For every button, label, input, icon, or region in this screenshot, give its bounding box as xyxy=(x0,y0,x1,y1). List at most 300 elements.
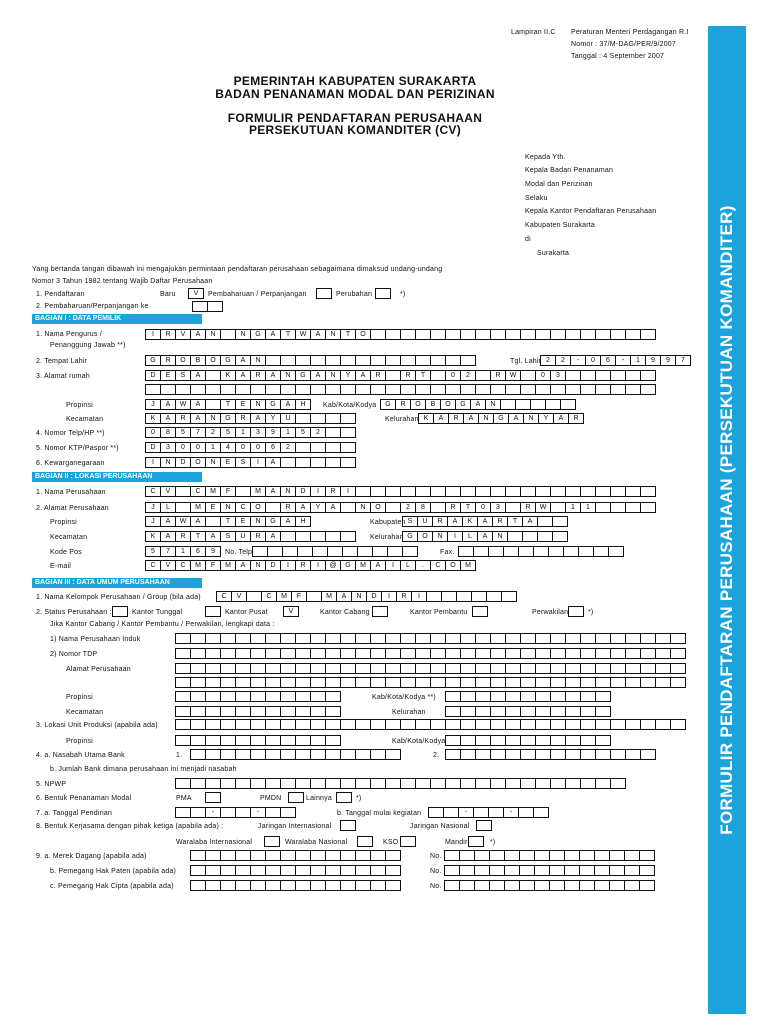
char-box[interactable] xyxy=(489,850,505,861)
char-box[interactable] xyxy=(235,486,251,497)
char-box[interactable] xyxy=(205,880,221,891)
char-box[interactable] xyxy=(550,778,566,789)
char-box[interactable]: N xyxy=(205,457,221,468)
char-box[interactable]: R xyxy=(490,370,506,381)
char-box[interactable] xyxy=(535,677,551,688)
char-box[interactable] xyxy=(430,384,446,395)
char-box[interactable] xyxy=(235,663,251,674)
char-box[interactable] xyxy=(580,749,596,760)
char-box[interactable] xyxy=(445,648,461,659)
char-box[interactable] xyxy=(280,531,296,542)
jar-nas-checkbox[interactable] xyxy=(476,820,492,831)
char-box[interactable] xyxy=(595,749,611,760)
nama-pengurus-field[interactable] xyxy=(145,329,655,340)
char-box[interactable] xyxy=(355,865,371,876)
char-box[interactable] xyxy=(355,677,371,688)
char-box[interactable] xyxy=(430,778,446,789)
char-box[interactable]: C xyxy=(145,560,161,571)
char-box[interactable] xyxy=(310,880,326,891)
char-box[interactable] xyxy=(235,633,251,644)
char-box[interactable] xyxy=(505,502,521,513)
char-box[interactable]: I xyxy=(447,531,463,542)
char-box[interactable]: A xyxy=(477,516,493,527)
char-box[interactable] xyxy=(535,648,551,659)
char-box[interactable] xyxy=(535,719,551,730)
char-box[interactable] xyxy=(670,633,686,644)
char-box[interactable]: R xyxy=(492,516,508,527)
char-box[interactable]: A xyxy=(310,370,326,381)
char-box[interactable] xyxy=(595,370,611,381)
char-box[interactable]: O xyxy=(410,399,426,410)
char-box[interactable] xyxy=(310,677,326,688)
char-box[interactable] xyxy=(385,719,401,730)
char-box[interactable] xyxy=(325,880,341,891)
char-box[interactable] xyxy=(490,648,506,659)
char-box[interactable]: R xyxy=(400,370,416,381)
char-box[interactable] xyxy=(639,880,655,891)
char-box[interactable] xyxy=(552,531,568,542)
char-box[interactable]: J xyxy=(145,399,161,410)
char-box[interactable]: 7 xyxy=(160,546,176,557)
char-box[interactable] xyxy=(325,850,341,861)
char-box[interactable] xyxy=(205,691,221,702)
char-box[interactable] xyxy=(295,633,311,644)
char-box[interactable] xyxy=(250,648,266,659)
char-box[interactable]: A xyxy=(265,486,281,497)
char-box[interactable] xyxy=(519,880,535,891)
char-box[interactable] xyxy=(370,719,386,730)
char-box[interactable] xyxy=(205,648,221,659)
char-box[interactable]: 9 xyxy=(645,355,661,366)
char-box[interactable] xyxy=(415,778,431,789)
alamat-cabang-field-2[interactable] xyxy=(175,677,685,688)
char-box[interactable] xyxy=(310,719,326,730)
nama-perusahaan-field[interactable] xyxy=(145,486,655,497)
char-box[interactable]: O xyxy=(370,502,386,513)
char-box[interactable] xyxy=(235,719,251,730)
char-box[interactable] xyxy=(312,546,328,557)
char-box[interactable]: A xyxy=(508,413,524,424)
char-box[interactable]: G xyxy=(340,560,356,571)
char-box[interactable] xyxy=(235,865,251,876)
char-box[interactable] xyxy=(580,370,596,381)
char-box[interactable] xyxy=(475,778,491,789)
char-box[interactable] xyxy=(190,677,206,688)
char-box[interactable] xyxy=(265,735,281,746)
char-box[interactable]: A xyxy=(522,516,538,527)
char-box[interactable] xyxy=(550,677,566,688)
char-box[interactable] xyxy=(370,850,386,861)
char-box[interactable] xyxy=(430,677,446,688)
char-box[interactable] xyxy=(250,384,266,395)
char-box[interactable]: H xyxy=(295,516,311,527)
kodepos-field[interactable] xyxy=(145,546,220,557)
char-box[interactable] xyxy=(504,850,520,861)
char-box[interactable] xyxy=(430,719,446,730)
char-box[interactable] xyxy=(325,355,341,366)
char-box[interactable] xyxy=(445,677,461,688)
char-box[interactable] xyxy=(175,486,191,497)
char-box[interactable] xyxy=(520,663,536,674)
char-box[interactable] xyxy=(235,691,251,702)
char-box[interactable] xyxy=(444,850,460,861)
char-box[interactable]: A xyxy=(235,370,251,381)
char-box[interactable]: S xyxy=(220,531,236,542)
char-box[interactable] xyxy=(325,531,341,542)
char-box[interactable]: G xyxy=(295,370,311,381)
char-box[interactable]: 7 xyxy=(675,355,691,366)
char-box[interactable] xyxy=(534,880,550,891)
char-box[interactable] xyxy=(430,648,446,659)
char-box[interactable] xyxy=(192,301,208,312)
char-box[interactable] xyxy=(490,329,506,340)
char-box[interactable] xyxy=(385,633,401,644)
char-box[interactable] xyxy=(415,486,431,497)
char-box[interactable] xyxy=(220,384,236,395)
char-box[interactable]: L xyxy=(462,531,478,542)
char-box[interactable]: N xyxy=(205,413,221,424)
char-box[interactable] xyxy=(310,442,326,453)
char-box[interactable] xyxy=(385,370,401,381)
char-box[interactable] xyxy=(295,442,311,453)
char-box[interactable] xyxy=(355,355,371,366)
char-box[interactable] xyxy=(488,807,504,818)
char-box[interactable]: G xyxy=(145,355,161,366)
char-box[interactable] xyxy=(504,865,520,876)
char-box[interactable] xyxy=(625,384,641,395)
char-box[interactable] xyxy=(625,502,641,513)
char-box[interactable]: - xyxy=(205,807,221,818)
char-box[interactable] xyxy=(474,850,490,861)
bank-2-field[interactable] xyxy=(445,749,655,760)
char-box[interactable] xyxy=(265,719,281,730)
char-box[interactable]: R xyxy=(432,516,448,527)
char-box[interactable] xyxy=(610,486,626,497)
char-box[interactable] xyxy=(460,633,476,644)
char-box[interactable] xyxy=(520,633,536,644)
kab-field[interactable] xyxy=(380,399,575,410)
lokasi-propinsi-field[interactable] xyxy=(175,735,340,746)
char-box[interactable]: 3 xyxy=(160,442,176,453)
char-box[interactable]: E xyxy=(220,457,236,468)
char-box[interactable]: E xyxy=(235,399,251,410)
char-box[interactable]: 9 xyxy=(660,355,676,366)
char-box[interactable] xyxy=(430,486,446,497)
char-box[interactable] xyxy=(595,384,611,395)
char-box[interactable] xyxy=(639,865,655,876)
char-box[interactable]: N xyxy=(280,370,296,381)
char-box[interactable]: T xyxy=(507,516,523,527)
char-box[interactable] xyxy=(235,807,251,818)
char-box[interactable] xyxy=(565,663,581,674)
char-box[interactable] xyxy=(430,502,446,513)
char-box[interactable]: C xyxy=(261,591,277,602)
char-box[interactable] xyxy=(265,502,281,513)
char-box[interactable] xyxy=(295,384,311,395)
char-box[interactable] xyxy=(640,633,656,644)
cabang-kab-field[interactable] xyxy=(445,691,610,702)
char-box[interactable]: I xyxy=(145,457,161,468)
char-box[interactable] xyxy=(265,355,281,366)
char-box[interactable] xyxy=(295,663,311,674)
char-box[interactable] xyxy=(340,384,356,395)
char-box[interactable] xyxy=(355,663,371,674)
char-box[interactable]: R xyxy=(448,413,464,424)
alamat-perusahaan-field[interactable] xyxy=(145,502,655,513)
char-box[interactable] xyxy=(489,880,505,891)
char-box[interactable] xyxy=(537,531,553,542)
char-box[interactable] xyxy=(250,778,266,789)
char-box[interactable] xyxy=(550,706,566,717)
char-box[interactable]: T xyxy=(280,329,296,340)
char-box[interactable] xyxy=(295,677,311,688)
char-box[interactable]: E xyxy=(205,502,221,513)
char-box[interactable]: 5 xyxy=(145,546,161,557)
char-box[interactable] xyxy=(548,546,564,557)
char-box[interactable] xyxy=(370,633,386,644)
char-box[interactable] xyxy=(549,865,565,876)
char-box[interactable] xyxy=(385,384,401,395)
char-box[interactable]: 1 xyxy=(630,355,646,366)
char-box[interactable]: N xyxy=(250,516,266,527)
char-box[interactable]: 5 xyxy=(295,427,311,438)
char-box[interactable] xyxy=(580,691,596,702)
perwakilan-checkbox[interactable] xyxy=(568,606,584,617)
char-box[interactable]: N xyxy=(220,502,236,513)
char-box[interactable]: D xyxy=(366,591,382,602)
char-box[interactable] xyxy=(400,648,416,659)
char-box[interactable]: A xyxy=(265,329,281,340)
char-box[interactable] xyxy=(640,502,656,513)
char-box[interactable] xyxy=(490,706,506,717)
char-box[interactable] xyxy=(280,850,296,861)
char-box[interactable]: G xyxy=(493,413,509,424)
char-box[interactable] xyxy=(490,663,506,674)
char-box[interactable] xyxy=(505,719,521,730)
char-box[interactable] xyxy=(340,749,356,760)
char-box[interactable] xyxy=(456,591,472,602)
char-box[interactable]: I xyxy=(310,486,326,497)
char-box[interactable] xyxy=(370,880,386,891)
char-box[interactable] xyxy=(533,546,549,557)
char-box[interactable] xyxy=(534,850,550,861)
char-box[interactable]: V xyxy=(231,591,247,602)
char-box[interactable]: A xyxy=(265,457,281,468)
char-box[interactable] xyxy=(550,648,566,659)
char-box[interactable] xyxy=(475,633,491,644)
char-box[interactable]: T xyxy=(220,516,236,527)
char-box[interactable] xyxy=(175,663,191,674)
char-box[interactable] xyxy=(609,850,625,861)
char-box[interactable]: W xyxy=(535,502,551,513)
char-box[interactable] xyxy=(445,384,461,395)
char-box[interactable]: S xyxy=(402,516,418,527)
char-box[interactable] xyxy=(295,749,311,760)
char-box[interactable]: S xyxy=(235,457,251,468)
char-box[interactable] xyxy=(325,442,341,453)
char-box[interactable] xyxy=(503,546,519,557)
char-box[interactable] xyxy=(549,880,565,891)
char-box[interactable]: - xyxy=(458,807,474,818)
char-box[interactable] xyxy=(220,677,236,688)
char-box[interactable] xyxy=(522,531,538,542)
char-box[interactable] xyxy=(579,850,595,861)
char-box[interactable]: T xyxy=(460,502,476,513)
char-box[interactable] xyxy=(267,546,283,557)
char-box[interactable]: 6 xyxy=(190,546,206,557)
char-box[interactable] xyxy=(520,749,536,760)
char-box[interactable] xyxy=(415,384,431,395)
char-box[interactable] xyxy=(565,648,581,659)
char-box[interactable] xyxy=(325,691,341,702)
char-box[interactable] xyxy=(520,384,536,395)
char-box[interactable] xyxy=(310,663,326,674)
char-box[interactable]: 2 xyxy=(280,442,296,453)
char-box[interactable] xyxy=(490,719,506,730)
char-box[interactable] xyxy=(325,384,341,395)
char-box[interactable] xyxy=(340,663,356,674)
char-box[interactable] xyxy=(265,384,281,395)
char-box[interactable]: 1 xyxy=(175,546,191,557)
char-box[interactable] xyxy=(473,546,489,557)
email-field[interactable] xyxy=(145,560,475,571)
char-box[interactable] xyxy=(370,865,386,876)
char-box[interactable] xyxy=(460,355,476,366)
char-box[interactable] xyxy=(340,719,356,730)
char-box[interactable] xyxy=(594,865,610,876)
char-box[interactable] xyxy=(519,850,535,861)
char-box[interactable] xyxy=(220,663,236,674)
char-box[interactable] xyxy=(190,648,206,659)
char-box[interactable] xyxy=(610,648,626,659)
char-box[interactable] xyxy=(220,880,236,891)
char-box[interactable] xyxy=(545,399,561,410)
char-box[interactable]: A xyxy=(235,560,251,571)
char-box[interactable] xyxy=(325,865,341,876)
kantor-cabang-checkbox[interactable] xyxy=(372,606,388,617)
char-box[interactable]: E xyxy=(235,516,251,527)
char-box[interactable] xyxy=(415,355,431,366)
char-box[interactable] xyxy=(385,663,401,674)
char-box[interactable] xyxy=(357,546,373,557)
pmdn-checkbox[interactable] xyxy=(288,792,304,803)
char-box[interactable] xyxy=(340,850,356,861)
char-box[interactable]: O xyxy=(175,355,191,366)
baru-checkbox[interactable]: V xyxy=(188,288,204,299)
char-box[interactable] xyxy=(295,880,311,891)
char-box[interactable] xyxy=(670,648,686,659)
char-box[interactable] xyxy=(624,880,640,891)
char-box[interactable] xyxy=(220,706,236,717)
char-box[interactable]: - xyxy=(570,355,586,366)
char-box[interactable] xyxy=(415,633,431,644)
char-box[interactable]: R xyxy=(160,329,176,340)
char-box[interactable] xyxy=(640,329,656,340)
char-box[interactable]: 2 xyxy=(310,427,326,438)
char-box[interactable]: F xyxy=(291,591,307,602)
char-box[interactable] xyxy=(624,865,640,876)
char-box[interactable]: R xyxy=(280,502,296,513)
char-box[interactable] xyxy=(205,865,221,876)
kantor-pusat-checkbox[interactable] xyxy=(205,606,221,617)
char-box[interactable]: R xyxy=(520,502,536,513)
char-box[interactable] xyxy=(608,546,624,557)
char-box[interactable]: A xyxy=(370,560,386,571)
char-box[interactable] xyxy=(387,546,403,557)
char-box[interactable] xyxy=(595,706,611,717)
char-box[interactable] xyxy=(550,633,566,644)
char-box[interactable] xyxy=(580,648,596,659)
char-box[interactable]: I xyxy=(340,486,356,497)
char-box[interactable]: G xyxy=(380,399,396,410)
char-box[interactable] xyxy=(220,778,236,789)
char-box[interactable]: Y xyxy=(538,413,554,424)
char-box[interactable] xyxy=(220,865,236,876)
char-box[interactable]: E xyxy=(160,370,176,381)
char-box[interactable] xyxy=(340,677,356,688)
tdp-field[interactable] xyxy=(175,648,685,659)
char-box[interactable]: B xyxy=(425,399,441,410)
char-box[interactable] xyxy=(486,591,502,602)
char-box[interactable]: C xyxy=(145,486,161,497)
char-box[interactable] xyxy=(579,880,595,891)
char-box[interactable]: G xyxy=(250,329,266,340)
char-box[interactable]: R xyxy=(295,560,311,571)
char-box[interactable] xyxy=(220,735,236,746)
tgl-kegiatan-field[interactable] xyxy=(428,807,548,818)
kantor-pusat-mark[interactable]: V xyxy=(283,606,299,617)
char-box[interactable] xyxy=(385,865,401,876)
char-box[interactable]: A xyxy=(433,413,449,424)
char-box[interactable] xyxy=(280,633,296,644)
char-box[interactable] xyxy=(310,749,326,760)
char-box[interactable] xyxy=(625,329,641,340)
char-box[interactable]: N xyxy=(280,486,296,497)
char-box[interactable] xyxy=(444,865,460,876)
char-box[interactable] xyxy=(490,691,506,702)
char-box[interactable] xyxy=(475,677,491,688)
char-box[interactable] xyxy=(175,691,191,702)
char-box[interactable]: T xyxy=(220,399,236,410)
char-box[interactable]: A xyxy=(477,531,493,542)
char-box[interactable]: A xyxy=(160,399,176,410)
char-box[interactable] xyxy=(445,486,461,497)
char-box[interactable] xyxy=(190,778,206,789)
char-box[interactable] xyxy=(460,706,476,717)
char-box[interactable] xyxy=(460,329,476,340)
char-box[interactable] xyxy=(595,735,611,746)
char-box[interactable]: 2 xyxy=(555,355,571,366)
char-box[interactable] xyxy=(220,329,236,340)
char-box[interactable] xyxy=(550,663,566,674)
char-box[interactable]: A xyxy=(265,370,281,381)
tgl-lahir-field[interactable] xyxy=(540,355,690,366)
char-box[interactable] xyxy=(205,399,221,410)
char-box[interactable] xyxy=(610,778,626,789)
char-box[interactable] xyxy=(609,880,625,891)
char-box[interactable]: 5 xyxy=(175,427,191,438)
char-box[interactable] xyxy=(246,591,262,602)
char-box[interactable] xyxy=(535,735,551,746)
npwp-field[interactable] xyxy=(175,778,625,789)
char-box[interactable] xyxy=(564,850,580,861)
char-box[interactable]: A xyxy=(355,370,371,381)
paten-no-field[interactable] xyxy=(444,865,654,876)
char-box[interactable]: A xyxy=(336,591,352,602)
char-box[interactable] xyxy=(565,719,581,730)
char-box[interactable] xyxy=(640,648,656,659)
char-box[interactable] xyxy=(145,384,161,395)
